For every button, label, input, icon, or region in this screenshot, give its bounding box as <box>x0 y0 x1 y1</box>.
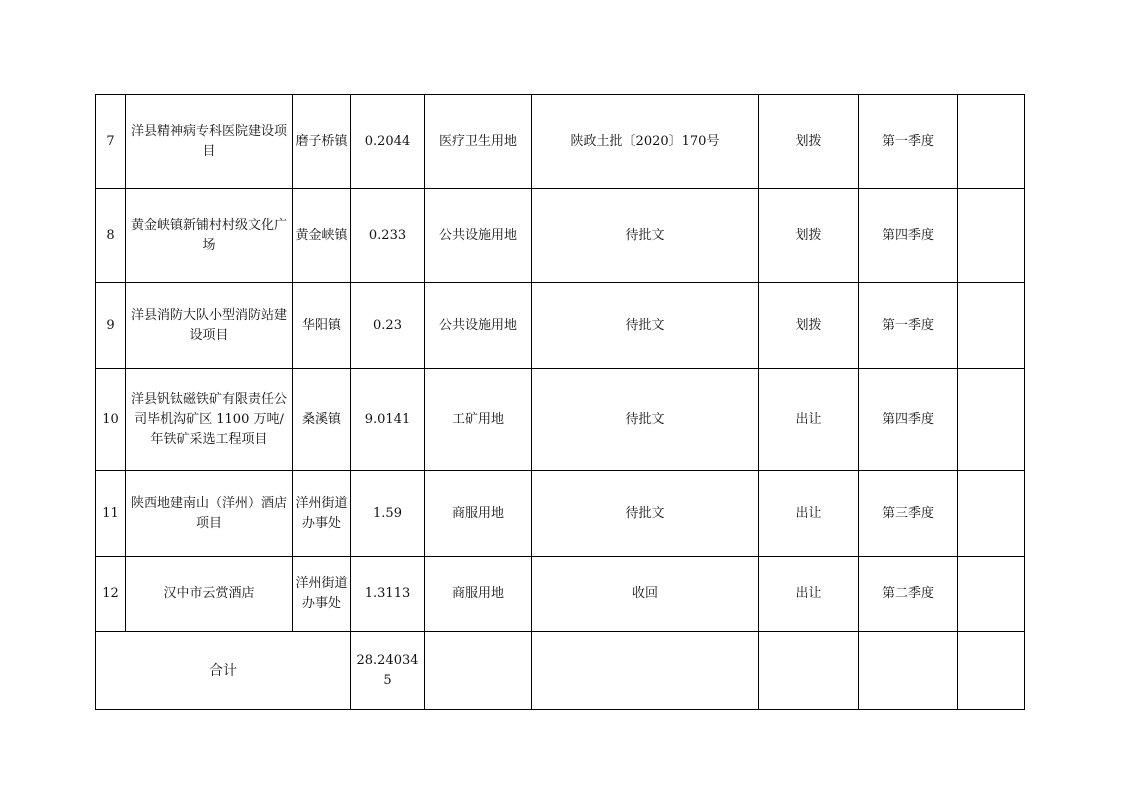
approval-document: 收回 <box>532 557 759 632</box>
total-empty-cell <box>759 632 859 710</box>
note-cell <box>958 95 1025 189</box>
project-location: 华阳镇 <box>293 283 351 369</box>
project-name: 洋县钒钛磁铁矿有限责任公司毕机沟矿区 1100 万吨/年铁矿采选工程项目 <box>126 369 293 471</box>
total-label: 合计 <box>96 632 351 710</box>
land-use: 工矿用地 <box>425 369 532 471</box>
row-index: 10 <box>96 369 126 471</box>
table-row <box>96 369 1025 471</box>
project-name: 陕西地建南山（洋州）酒店项目 <box>126 471 293 557</box>
note-cell <box>958 283 1025 369</box>
land-use: 公共设施用地 <box>425 283 532 369</box>
land-use: 商服用地 <box>425 471 532 557</box>
row-index: 11 <box>96 471 126 557</box>
supply-quarter: 第四季度 <box>859 369 958 471</box>
supply-quarter: 第三季度 <box>859 471 958 557</box>
total-empty-cell <box>958 632 1025 710</box>
total-empty-cell <box>425 632 532 710</box>
note-cell <box>958 471 1025 557</box>
project-location: 洋州街道办事处 <box>293 557 351 632</box>
row-index: 9 <box>96 283 126 369</box>
total-area: 28.240345 <box>351 632 425 710</box>
land-area: 9.0141 <box>351 369 425 471</box>
project-name: 洋县消防大队小型消防站建设项目 <box>126 283 293 369</box>
project-location: 黄金峡镇 <box>293 189 351 283</box>
note-cell <box>958 557 1025 632</box>
supply-quarter: 第一季度 <box>859 95 958 189</box>
supply-quarter: 第一季度 <box>859 283 958 369</box>
row-index: 12 <box>96 557 126 632</box>
supply-method: 出让 <box>759 471 859 557</box>
supply-quarter: 第四季度 <box>859 189 958 283</box>
table-row <box>96 471 1025 557</box>
project-name: 汉中市云赏酒店 <box>126 557 293 632</box>
supply-method: 划拨 <box>759 189 859 283</box>
total-empty-cell <box>859 632 958 710</box>
land-use: 商服用地 <box>425 557 532 632</box>
approval-document: 待批文 <box>532 471 759 557</box>
note-cell <box>958 189 1025 283</box>
table-row <box>96 557 1025 632</box>
land-use: 公共设施用地 <box>425 189 532 283</box>
supply-quarter: 第二季度 <box>859 557 958 632</box>
approval-document: 待批文 <box>532 369 759 471</box>
table-row <box>96 283 1025 369</box>
total-empty-cell <box>532 632 759 710</box>
land-area: 1.59 <box>351 471 425 557</box>
note-cell <box>958 369 1025 471</box>
project-location: 洋州街道办事处 <box>293 471 351 557</box>
land-use: 医疗卫生用地 <box>425 95 532 189</box>
land-area: 1.3113 <box>351 557 425 632</box>
project-location: 磨子桥镇 <box>293 95 351 189</box>
land-area: 0.233 <box>351 189 425 283</box>
row-index: 8 <box>96 189 126 283</box>
table-row <box>96 189 1025 283</box>
supply-method: 划拨 <box>759 283 859 369</box>
supply-method: 出让 <box>759 369 859 471</box>
supply-method: 出让 <box>759 557 859 632</box>
approval-document: 待批文 <box>532 189 759 283</box>
project-name: 洋县精神病专科医院建设项目 <box>126 95 293 189</box>
land-area: 0.23 <box>351 283 425 369</box>
approval-document: 待批文 <box>532 283 759 369</box>
project-location: 桑溪镇 <box>293 369 351 471</box>
total-row <box>96 632 1025 710</box>
land-supply-table <box>95 94 1025 710</box>
row-index: 7 <box>96 95 126 189</box>
approval-document: 陕政土批〔2020〕170号 <box>532 95 759 189</box>
table-row <box>96 95 1025 189</box>
project-name: 黄金峡镇新铺村村级文化广场 <box>126 189 293 283</box>
supply-method: 划拨 <box>759 95 859 189</box>
land-area: 0.2044 <box>351 95 425 189</box>
